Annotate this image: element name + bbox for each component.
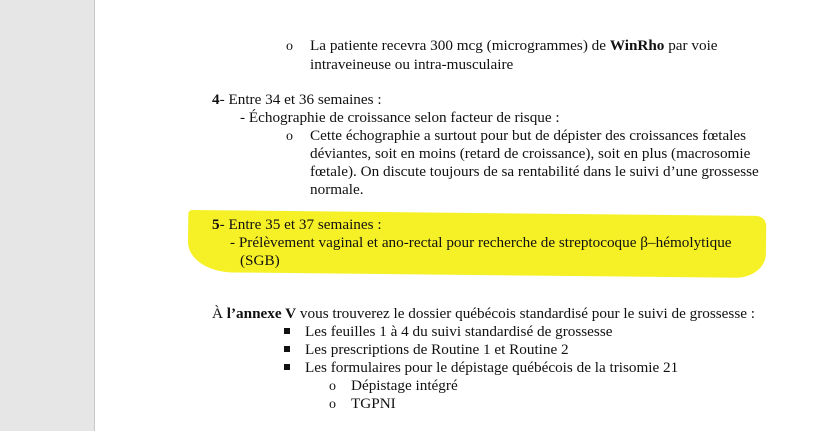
square-bullet bbox=[284, 328, 290, 334]
winrho-line-2: intraveineuse ou intra-musculaire bbox=[310, 56, 514, 73]
winrho-line-1: La patiente recevra 300 mcg (microgrammes) de WinRho par voie bbox=[310, 37, 718, 54]
annexe-bold: l’annexe V bbox=[226, 305, 297, 322]
annexe-sub-item: TGPNI bbox=[351, 395, 396, 412]
section-4-item: - Échographie de croissance selon facteur de risque : bbox=[240, 109, 560, 126]
annexe-sub-item: Dépistage intégré bbox=[351, 377, 458, 394]
annexe-intro: À l’annexe V vous trouverez le dossier québécois standardisé pour le suivi de grossesse : bbox=[212, 305, 755, 322]
circle-bullet: o bbox=[329, 397, 336, 412]
winrho-bold: WinRho bbox=[609, 37, 665, 54]
section-4-desc-line: Cette échographie a surtout pour but de dépister des croissances fœtales bbox=[310, 127, 747, 144]
section-5-heading: 5- Entre 35 et 37 semaines : bbox=[212, 216, 382, 233]
circle-bullet: o bbox=[286, 129, 293, 144]
section-5-item-line-1: - Prélèvement vaginal et ano-rectal pour recherche de streptocoque β–hémolytique bbox=[230, 234, 732, 251]
annexe-list-item: Les feuilles 1 à 4 du suivi standardisé de grossesse bbox=[305, 323, 613, 340]
section-4-heading: 4- Entre 34 et 36 semaines : bbox=[212, 91, 382, 108]
section-4-desc-line: déviantes, soit en moins (retard de croissance), soit en plus (macrosomie bbox=[310, 145, 751, 162]
section-4-desc-line: fœtale). On discute toujours de sa rentabilité dans le suivi d’une grossesse bbox=[310, 163, 759, 180]
square-bullet bbox=[284, 364, 290, 370]
section-4-desc-line: normale. bbox=[310, 181, 364, 198]
annexe-list-item: Les prescriptions de Routine 1 et Routine 2 bbox=[305, 341, 569, 358]
circle-bullet: o bbox=[286, 39, 293, 54]
circle-bullet: o bbox=[329, 379, 336, 394]
section-5-item-line-2: (SGB) bbox=[240, 252, 280, 269]
annexe-list-item: Les formulaires pour le dépistage québécois de la trisomie 21 bbox=[305, 359, 679, 376]
square-bullet bbox=[284, 346, 290, 352]
